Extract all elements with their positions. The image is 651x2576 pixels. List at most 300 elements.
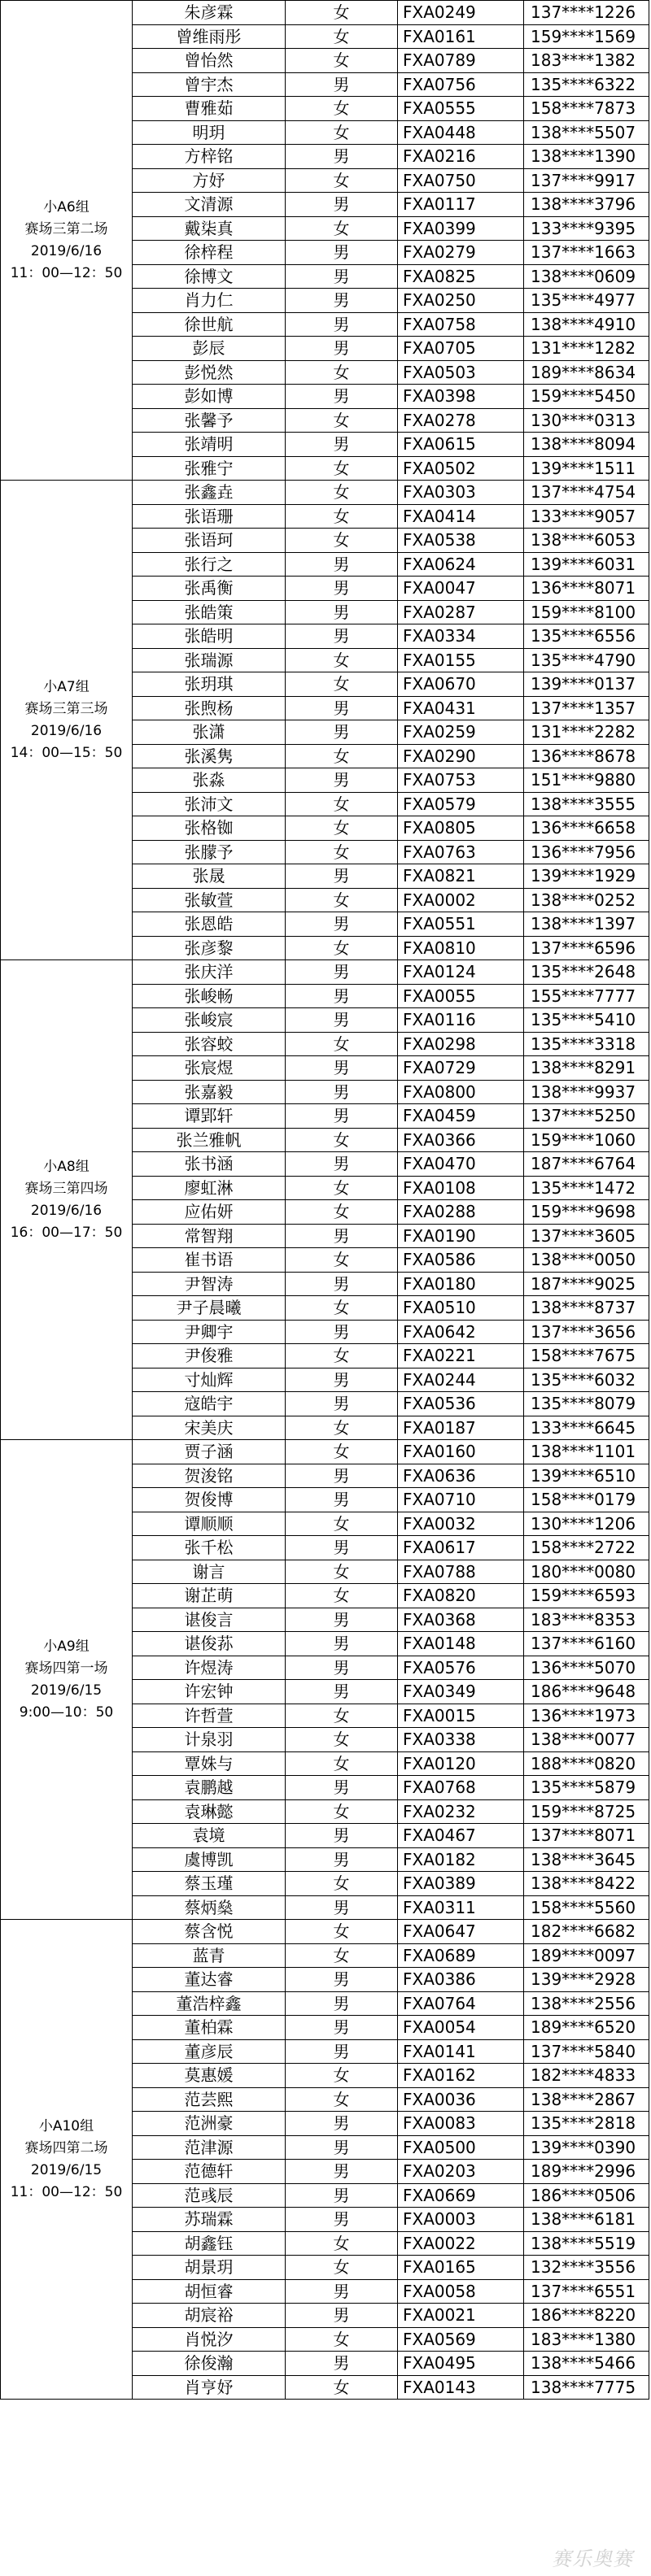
student-name-cell: 张馨予 (133, 408, 286, 433)
phone-cell: 137****3656 (524, 1320, 649, 1344)
phone-cell: 139****0137 (524, 672, 649, 697)
student-name-cell: 范洲豪 (133, 2112, 286, 2136)
student-id-cell: FXA0058 (398, 2279, 524, 2304)
gender-cell: 女 (286, 2375, 398, 2400)
student-id-cell: FXA0190 (398, 1224, 524, 1248)
student-id-cell: FXA0278 (398, 408, 524, 433)
student-id-cell: FXA0389 (398, 1872, 524, 1896)
gender-cell: 男 (286, 600, 398, 624)
student-id-cell: FXA0311 (398, 1895, 524, 1920)
gender-cell: 男 (286, 1824, 398, 1848)
student-name-cell: 张皓明 (133, 624, 286, 649)
student-name-cell: 张书涵 (133, 1152, 286, 1177)
phone-cell: 135****6322 (524, 72, 649, 97)
student-id-cell: FXA0431 (398, 696, 524, 720)
phone-cell: 151****9880 (524, 768, 649, 793)
student-name-cell: 范津源 (133, 2135, 286, 2160)
student-name-cell: 袁鹏越 (133, 1776, 286, 1800)
group-date: 2019/6/15 (30, 2161, 103, 2178)
phone-cell: 138****9937 (524, 1080, 649, 1104)
student-id-cell: FXA0495 (398, 2352, 524, 2376)
student-id-cell: FXA0155 (398, 648, 524, 672)
student-id-cell: FXA0789 (398, 49, 524, 73)
student-id-cell: FXA0555 (398, 97, 524, 121)
gender-cell: 男 (286, 1392, 398, 1416)
gender-cell: 男 (286, 1272, 398, 1296)
phone-cell: 189****8634 (524, 360, 649, 385)
student-id-cell: FXA0124 (398, 960, 524, 985)
gender-cell: 女 (286, 456, 398, 481)
phone-cell: 135****4977 (524, 289, 649, 313)
student-name-cell: 肖亨妤 (133, 2375, 286, 2400)
student-id-cell: FXA0398 (398, 385, 524, 409)
group-time: 14：00—15：50 (10, 744, 123, 761)
student-id-cell: FXA0615 (398, 433, 524, 457)
student-id-cell: FXA0448 (398, 120, 524, 145)
gender-cell: 男 (286, 1632, 398, 1656)
phone-cell: 186****0506 (524, 2183, 649, 2208)
phone-cell: 138****6181 (524, 2208, 649, 2232)
gender-cell: 女 (286, 1, 398, 25)
phone-cell: 138****3645 (524, 1847, 649, 1872)
student-id-cell: FXA0148 (398, 1632, 524, 1656)
gender-cell: 女 (286, 1176, 398, 1200)
student-name-cell: 胡宸裕 (133, 2304, 286, 2328)
student-name-cell: 莫惠媛 (133, 2064, 286, 2088)
student-name-cell: 戴柒真 (133, 216, 286, 241)
phone-cell: 138****0609 (524, 264, 649, 289)
phone-cell: 183****1380 (524, 2327, 649, 2352)
gender-cell: 男 (286, 1680, 398, 1704)
gender-cell: 男 (286, 2352, 398, 2376)
gender-cell: 女 (286, 792, 398, 816)
student-name-cell: 彭悦然 (133, 360, 286, 385)
student-name-cell: 彭如博 (133, 385, 286, 409)
student-id-cell: FXA0366 (398, 1128, 524, 1152)
student-name-cell: 董彦辰 (133, 2039, 286, 2064)
gender-cell: 男 (286, 864, 398, 889)
phone-cell: 180****0080 (524, 1560, 649, 1584)
phone-cell: 138****4910 (524, 312, 649, 337)
student-id-cell: FXA0764 (398, 1991, 524, 2016)
student-id-cell: FXA0758 (398, 312, 524, 337)
table-row (1, 1, 649, 25)
phone-cell: 189****0097 (524, 1943, 649, 1968)
phone-cell: 159****1569 (524, 24, 649, 49)
student-name-cell: 寸灿辉 (133, 1368, 286, 1392)
gender-cell: 女 (286, 2256, 398, 2280)
student-name-cell: 张恩皓 (133, 912, 286, 937)
phone-cell: 137****1663 (524, 241, 649, 265)
student-name-cell: 肖力仁 (133, 289, 286, 313)
student-name-cell: 范芸熙 (133, 2087, 286, 2112)
student-id-cell: FXA0538 (398, 529, 524, 553)
student-name-cell: 寇皓宇 (133, 1392, 286, 1416)
student-id-cell: FXA0287 (398, 600, 524, 624)
gender-cell: 男 (286, 2160, 398, 2184)
student-name-cell: 覃姝与 (133, 1751, 286, 1776)
student-name-cell: 张靖明 (133, 433, 286, 457)
phone-cell: 159****5450 (524, 385, 649, 409)
student-name-cell: 张格铷 (133, 816, 286, 841)
group-name: 小A8组 (43, 1158, 90, 1175)
student-id-cell: FXA0386 (398, 1968, 524, 1992)
student-id-cell: FXA0636 (398, 1464, 524, 1488)
group-venue: 赛场三第二场 (24, 220, 108, 237)
gender-cell: 男 (286, 312, 398, 337)
student-id-cell: FXA0221 (398, 1344, 524, 1368)
student-id-cell: FXA0002 (398, 888, 524, 912)
group-info-cell (1, 960, 133, 1440)
gender-cell: 男 (286, 1464, 398, 1488)
student-name-cell: 张溪隽 (133, 744, 286, 768)
table-row (1, 1920, 649, 1944)
student-name-cell: 董达睿 (133, 1968, 286, 1992)
student-name-cell: 张皓策 (133, 600, 286, 624)
student-id-cell: FXA0710 (398, 1488, 524, 1512)
student-name-cell: 崔书语 (133, 1248, 286, 1273)
gender-cell: 男 (286, 720, 398, 745)
student-id-cell: FXA0216 (398, 145, 524, 169)
phone-cell: 133****9057 (524, 504, 649, 529)
group-info-cell (1, 1440, 133, 1920)
student-id-cell: FXA0141 (398, 2039, 524, 2064)
student-id-cell: FXA0303 (398, 481, 524, 505)
student-name-cell: 张语珂 (133, 529, 286, 553)
student-name-cell: 徐世航 (133, 312, 286, 337)
student-name-cell: 尹俊雅 (133, 1344, 286, 1368)
gender-cell: 男 (286, 337, 398, 361)
student-name-cell: 谌俊荪 (133, 1632, 286, 1656)
student-name-cell: 徐俊瀚 (133, 2352, 286, 2376)
student-name-cell: 范彧辰 (133, 2183, 286, 2208)
phone-cell: 137****6596 (524, 936, 649, 960)
student-id-cell: FXA0689 (398, 1943, 524, 1968)
phone-cell: 183****1382 (524, 49, 649, 73)
group-date: 2019/6/16 (30, 722, 103, 739)
student-name-cell: 张千松 (133, 1536, 286, 1560)
phone-cell: 138****2556 (524, 1991, 649, 2016)
student-id-cell: FXA0180 (398, 1272, 524, 1296)
student-id-cell: FXA0334 (398, 624, 524, 649)
phone-cell: 135****8079 (524, 1392, 649, 1416)
phone-cell: 137****1226 (524, 1, 649, 25)
gender-cell: 男 (286, 1368, 398, 1392)
phone-cell: 138****8422 (524, 1872, 649, 1896)
student-name-cell: 蓝青 (133, 1943, 286, 1968)
group-venue: 赛场四第二场 (24, 2139, 108, 2156)
student-id-cell: FXA0160 (398, 1440, 524, 1464)
phone-cell: 139****1929 (524, 864, 649, 889)
student-name-cell: 张晟 (133, 864, 286, 889)
student-name-cell: 张行之 (133, 552, 286, 577)
student-id-cell: FXA0579 (398, 792, 524, 816)
phone-cell: 189****6520 (524, 2016, 649, 2040)
student-id-cell: FXA0569 (398, 2327, 524, 2352)
student-id-cell: FXA0500 (398, 2135, 524, 2160)
gender-cell: 男 (286, 2016, 398, 2040)
student-name-cell: 张玥琪 (133, 672, 286, 697)
gender-cell: 女 (286, 840, 398, 864)
group-info-cell (1, 481, 133, 960)
gender-cell: 男 (286, 552, 398, 577)
gender-cell: 男 (286, 2279, 398, 2304)
student-name-cell: 徐博文 (133, 264, 286, 289)
group-venue: 赛场四第一场 (24, 1660, 108, 1677)
gender-cell: 男 (286, 385, 398, 409)
group-info-cell (1, 1920, 133, 2400)
gender-cell: 男 (286, 912, 398, 937)
student-id-cell: FXA0368 (398, 1608, 524, 1632)
student-name-cell: 明玥 (133, 120, 286, 145)
student-id-cell: FXA0244 (398, 1368, 524, 1392)
phone-cell: 138****1101 (524, 1440, 649, 1464)
student-id-cell: FXA0161 (398, 24, 524, 49)
gender-cell: 女 (286, 1920, 398, 1944)
student-id-cell: FXA0021 (398, 2304, 524, 2328)
gender-cell: 女 (286, 1751, 398, 1776)
gender-cell: 女 (286, 888, 398, 912)
phone-cell: 183****8353 (524, 1608, 649, 1632)
student-name-cell: 张瑞源 (133, 648, 286, 672)
gender-cell: 女 (286, 49, 398, 73)
gender-cell: 男 (286, 193, 398, 217)
gender-cell: 女 (286, 1296, 398, 1321)
student-name-cell: 蔡含悦 (133, 1920, 286, 1944)
watermark-logo: 赛乐奥赛 (552, 2548, 633, 2570)
phone-cell: 138****5507 (524, 120, 649, 145)
gender-cell: 男 (286, 2039, 398, 2064)
gender-cell: 男 (286, 1224, 398, 1248)
group-venue: 赛场三第四场 (24, 1180, 108, 1197)
phone-cell: 137****8071 (524, 1824, 649, 1848)
phone-cell: 138****1397 (524, 912, 649, 937)
phone-cell: 133****9395 (524, 216, 649, 241)
gender-cell: 男 (286, 1991, 398, 2016)
student-name-cell: 蔡炳燊 (133, 1895, 286, 1920)
student-id-cell: FXA0800 (398, 1080, 524, 1104)
student-name-cell: 袁琳懿 (133, 1799, 286, 1824)
student-name-cell: 胡鑫钰 (133, 2231, 286, 2256)
phone-cell: 136****8678 (524, 744, 649, 768)
phone-cell: 138****8291 (524, 1056, 649, 1081)
student-name-cell: 徐梓程 (133, 241, 286, 265)
student-id-cell: FXA0203 (398, 2160, 524, 2184)
student-id-cell: FXA0750 (398, 168, 524, 193)
student-name-cell: 方梓铭 (133, 145, 286, 169)
student-name-cell: 张峻畅 (133, 984, 286, 1008)
phone-cell: 136****8071 (524, 577, 649, 601)
gender-cell: 男 (286, 2304, 398, 2328)
phone-cell: 186****9648 (524, 1680, 649, 1704)
student-name-cell: 贺浚铭 (133, 1464, 286, 1488)
group-name: 小A7组 (43, 678, 90, 695)
gender-cell: 男 (286, 2112, 398, 2136)
student-name-cell: 张鑫垚 (133, 481, 286, 505)
gender-cell: 男 (286, 1776, 398, 1800)
gender-cell: 男 (286, 960, 398, 985)
student-id-cell: FXA0788 (398, 1560, 524, 1584)
student-id-cell: FXA0467 (398, 1824, 524, 1848)
phone-cell: 182****4833 (524, 2064, 649, 2088)
student-id-cell: FXA0642 (398, 1320, 524, 1344)
group-date: 2019/6/16 (30, 1202, 103, 1219)
gender-cell: 女 (286, 816, 398, 841)
student-name-cell: 胡恒睿 (133, 2279, 286, 2304)
gender-cell: 男 (286, 1320, 398, 1344)
student-name-cell: 张庆洋 (133, 960, 286, 985)
student-name-cell: 张语珊 (133, 504, 286, 529)
phone-cell: 138****0252 (524, 888, 649, 912)
student-id-cell: FXA0624 (398, 552, 524, 577)
student-name-cell: 张宸煜 (133, 1056, 286, 1081)
phone-cell: 131****1282 (524, 337, 649, 361)
gender-cell: 女 (286, 168, 398, 193)
student-id-cell: FXA0047 (398, 577, 524, 601)
student-id-cell: FXA0399 (398, 216, 524, 241)
phone-cell: 139****6510 (524, 1464, 649, 1488)
gender-cell: 男 (286, 696, 398, 720)
student-id-cell: FXA0805 (398, 816, 524, 841)
student-name-cell: 谢言 (133, 1560, 286, 1584)
gender-cell: 女 (286, 1728, 398, 1752)
gender-cell: 女 (286, 744, 398, 768)
student-id-cell: FXA0288 (398, 1200, 524, 1225)
gender-cell: 男 (286, 1488, 398, 1512)
student-id-cell: FXA0162 (398, 2064, 524, 2088)
student-name-cell: 张彦黎 (133, 936, 286, 960)
gender-cell: 女 (286, 1943, 398, 1968)
gender-cell: 女 (286, 1512, 398, 1536)
phone-cell: 138****5519 (524, 2231, 649, 2256)
student-name-cell: 肖悦汐 (133, 2327, 286, 2352)
gender-cell: 男 (286, 984, 398, 1008)
phone-cell: 137****6551 (524, 2279, 649, 2304)
student-id-cell: FXA0753 (398, 768, 524, 793)
phone-cell: 139****0390 (524, 2135, 649, 2160)
table-row (1, 960, 649, 985)
gender-cell: 男 (286, 72, 398, 97)
gender-cell: 女 (286, 2087, 398, 2112)
gender-cell: 女 (286, 648, 398, 672)
student-name-cell: 曹雅茹 (133, 97, 286, 121)
gender-cell: 男 (286, 1080, 398, 1104)
student-id-cell: FXA0502 (398, 456, 524, 481)
phone-cell: 159****8725 (524, 1799, 649, 1824)
phone-cell: 158****7873 (524, 97, 649, 121)
student-id-cell: FXA0250 (398, 289, 524, 313)
gender-cell: 女 (286, 1248, 398, 1273)
phone-cell: 138****5466 (524, 2352, 649, 2376)
student-name-cell: 彭辰 (133, 337, 286, 361)
student-name-cell: 方妤 (133, 168, 286, 193)
student-id-cell: FXA0022 (398, 2231, 524, 2256)
student-id-cell: FXA0459 (398, 1104, 524, 1129)
gender-cell: 女 (286, 97, 398, 121)
phone-cell: 135****5879 (524, 1776, 649, 1800)
student-id-cell: FXA0536 (398, 1392, 524, 1416)
phone-cell: 188****0820 (524, 1751, 649, 1776)
gender-cell: 女 (286, 216, 398, 241)
student-id-cell: FXA0551 (398, 912, 524, 937)
phone-cell: 136****5070 (524, 1656, 649, 1680)
student-name-cell: 张煦杨 (133, 696, 286, 720)
phone-cell: 159****8100 (524, 600, 649, 624)
gender-cell: 女 (286, 1872, 398, 1896)
gender-cell: 女 (286, 672, 398, 697)
gender-cell: 女 (286, 504, 398, 529)
gender-cell: 男 (286, 577, 398, 601)
phone-cell: 135****3318 (524, 1032, 649, 1056)
student-id-cell: FXA0165 (398, 2256, 524, 2280)
gender-cell: 女 (286, 1584, 398, 1608)
gender-cell: 男 (286, 1536, 398, 1560)
gender-cell: 男 (286, 1847, 398, 1872)
phone-cell: 137****6160 (524, 1632, 649, 1656)
phone-cell: 137****1357 (524, 696, 649, 720)
gender-cell: 男 (286, 289, 398, 313)
student-id-cell: FXA0586 (398, 1248, 524, 1273)
student-name-cell: 朱彦霖 (133, 1, 286, 25)
student-name-cell: 胡景玥 (133, 2256, 286, 2280)
student-name-cell: 贾子涵 (133, 1440, 286, 1464)
student-name-cell: 张峻宸 (133, 1008, 286, 1033)
gender-cell: 男 (286, 1152, 398, 1177)
student-id-cell: FXA0670 (398, 672, 524, 697)
group-time: 16：00—17：50 (10, 1224, 123, 1241)
student-id-cell: FXA0768 (398, 1776, 524, 1800)
phone-cell: 136****1973 (524, 1704, 649, 1728)
student-name-cell: 曾怡然 (133, 49, 286, 73)
gender-cell: 男 (286, 1895, 398, 1920)
student-id-cell: FXA0249 (398, 1, 524, 25)
student-id-cell: FXA0116 (398, 1008, 524, 1033)
gender-cell: 女 (286, 936, 398, 960)
student-id-cell: FXA0470 (398, 1152, 524, 1177)
student-id-cell: FXA0036 (398, 2087, 524, 2112)
gender-cell: 男 (286, 241, 398, 265)
gender-cell: 女 (286, 1032, 398, 1056)
phone-cell: 138****2867 (524, 2087, 649, 2112)
group-name: 小A10组 (38, 2117, 94, 2134)
table-row (1, 1440, 649, 1464)
student-name-cell: 宋美庆 (133, 1416, 286, 1440)
gender-cell: 女 (286, 408, 398, 433)
gender-cell: 女 (286, 2327, 398, 2352)
student-name-cell: 张嘉毅 (133, 1080, 286, 1104)
student-name-cell: 谢芷萌 (133, 1584, 286, 1608)
gender-cell: 女 (286, 1704, 398, 1728)
phone-cell: 133****6645 (524, 1416, 649, 1440)
student-name-cell: 曾宇杰 (133, 72, 286, 97)
phone-cell: 136****7956 (524, 840, 649, 864)
student-name-cell: 许宏钟 (133, 1680, 286, 1704)
phone-cell: 138****8737 (524, 1296, 649, 1321)
group-time: 11：00—12：50 (10, 264, 123, 281)
gender-cell: 男 (286, 433, 398, 457)
phone-cell: 158****2722 (524, 1536, 649, 1560)
phone-cell: 139****6031 (524, 552, 649, 577)
table-row (1, 481, 649, 505)
gender-cell: 女 (286, 1200, 398, 1225)
phone-cell: 130****1206 (524, 1512, 649, 1536)
phone-cell: 135****6556 (524, 624, 649, 649)
student-id-cell: FXA0810 (398, 936, 524, 960)
student-name-cell: 曾维雨彤 (133, 24, 286, 49)
student-name-cell: 虞博凯 (133, 1847, 286, 1872)
phone-cell: 135****4790 (524, 648, 649, 672)
phone-cell: 138****0077 (524, 1728, 649, 1752)
